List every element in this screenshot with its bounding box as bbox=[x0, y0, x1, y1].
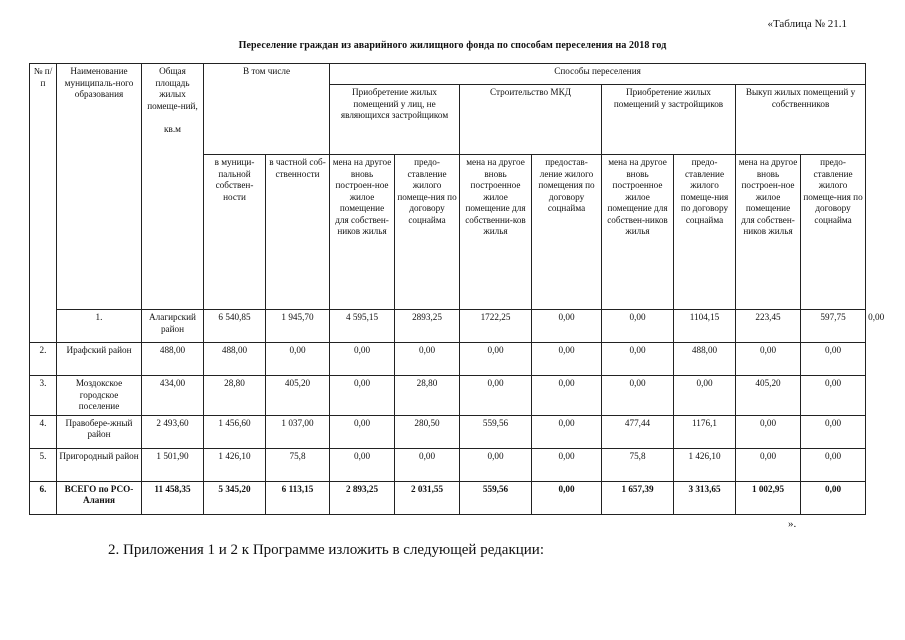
row-g3b: 223,45 bbox=[736, 310, 801, 343]
row-g2a: 559,56 bbox=[460, 415, 532, 448]
row-g1b: 28,80 bbox=[395, 376, 460, 416]
header-including: В том числе bbox=[204, 64, 330, 155]
row-g3b: 488,00 bbox=[674, 343, 736, 376]
table-caption: «Таблица № 21.1 bbox=[767, 18, 847, 30]
row-g3a: 0,00 bbox=[602, 376, 674, 416]
row-area: 11 458,35 bbox=[142, 481, 204, 514]
row-private: 405,20 bbox=[266, 376, 330, 416]
row-g2b: 0,00 bbox=[602, 310, 674, 343]
header-g4-exchange: мена на другое вновь построен-ное жилое помещение для собствен-ников жилья bbox=[736, 155, 801, 310]
row-g1b: 0,00 bbox=[395, 448, 460, 481]
row-private: 6 113,15 bbox=[266, 481, 330, 514]
row-private: 4 595,15 bbox=[330, 310, 395, 343]
row-g4a: 0,00 bbox=[736, 415, 801, 448]
row-g2a: 0,00 bbox=[460, 343, 532, 376]
row-g4a: 1 002,95 bbox=[736, 481, 801, 514]
row-area: 434,00 bbox=[142, 376, 204, 416]
row-g1b: 280,50 bbox=[395, 415, 460, 448]
header-g3-exchange: мена на другое вновь построенное жилое помещение для собствен-ников жилья bbox=[602, 155, 674, 310]
row-g4b: 0,00 bbox=[801, 448, 866, 481]
table-row: 1. Алагирский район 6 540,85 1 945,70 4 595,15 2893,25 1722,25 0,00 0,00 1104,15 223,45 597,75 0,00 bbox=[30, 310, 866, 343]
row-area: 1 501,90 bbox=[142, 448, 204, 481]
row-municipal: 488,00 bbox=[204, 343, 266, 376]
row-name: Ирафский район bbox=[57, 343, 142, 376]
header-g1-social: предо-ставление жилого помеще-ния по договору соцнайма bbox=[395, 155, 460, 310]
row-g2b: 0,00 bbox=[532, 481, 602, 514]
table-row-total bbox=[30, 481, 866, 514]
row-g2a: 559,56 bbox=[460, 481, 532, 514]
row-g1a: 0,00 bbox=[330, 376, 395, 416]
row-num: 3. bbox=[30, 376, 57, 416]
row-g1a: 0,00 bbox=[330, 343, 395, 376]
row-g1a: 2 893,25 bbox=[330, 481, 395, 514]
header-group-construction: Строительство МКД bbox=[460, 85, 602, 155]
row-g1b: 2 031,55 bbox=[395, 481, 460, 514]
header-g3-social: предо-ставление жилого помеще-ния по договору соцнайма bbox=[674, 155, 736, 310]
row-name: Пригородный район bbox=[57, 448, 142, 481]
row-g2b: 0,00 bbox=[532, 343, 602, 376]
row-municipal: 1 426,10 bbox=[204, 448, 266, 481]
row-g3b: 1 426,10 bbox=[674, 448, 736, 481]
table-title: Переселение граждан из аварийного жилищного фонда по способам переселения на 2018 год bbox=[238, 40, 667, 51]
row-g3b: 0,00 bbox=[674, 376, 736, 416]
row-g4b: 0,00 bbox=[801, 415, 866, 448]
row-num: 1. bbox=[57, 310, 142, 343]
row-g1a: 0,00 bbox=[330, 448, 395, 481]
header-g2-exchange: мена на другое вновь построенное жилое помещение для собственни-ков жилья bbox=[460, 155, 532, 310]
row-municipal: 28,80 bbox=[204, 376, 266, 416]
row-name: Правобере-жный район bbox=[57, 415, 142, 448]
header-g1-exchange: мена на другое вновь построен-ное жилое помещение для собствен-ников жилья bbox=[330, 155, 395, 310]
row-num: 2. bbox=[30, 343, 57, 376]
row-name: ВСЕГО по РСО-Алания bbox=[57, 481, 142, 514]
row-g3a: 75,8 bbox=[602, 448, 674, 481]
header-area-label: Общая площадь жилых помеще-ний, bbox=[147, 66, 198, 111]
row-g1a: 0,00 bbox=[330, 415, 395, 448]
row-g2a: 0,00 bbox=[460, 448, 532, 481]
row-g2b: 0,00 bbox=[532, 376, 602, 416]
row-municipal: 1 456,60 bbox=[204, 415, 266, 448]
row-area: 6 540,85 bbox=[204, 310, 266, 343]
amendment-paragraph: 2. Приложения 1 и 2 к Программе изложить в следующей редакции: bbox=[108, 542, 544, 558]
row-g2b: 0,00 bbox=[532, 415, 602, 448]
row-g4a: 597,75 bbox=[801, 310, 866, 343]
row-g4b: 0,00 bbox=[801, 481, 866, 514]
row-municipal: 5 345,20 bbox=[204, 481, 266, 514]
table-row bbox=[30, 376, 866, 416]
table-row bbox=[30, 448, 866, 481]
header-num: № п/п bbox=[30, 64, 57, 343]
header-g2-social: предостав-ление жилого помещения по договору соцнайма bbox=[532, 155, 602, 310]
row-g3b: 1176,1 bbox=[674, 415, 736, 448]
resettlement-table bbox=[29, 63, 885, 515]
row-g3a: 0,00 bbox=[602, 343, 674, 376]
row-g2b: 0,00 bbox=[532, 448, 602, 481]
header-group-purchase-non-developer: Приобретение жилых помещений у лиц, не являющихся застройщиком bbox=[330, 85, 460, 155]
row-g4a: 405,20 bbox=[736, 376, 801, 416]
row-name: Моздокское городское поселение bbox=[57, 376, 142, 416]
row-g1b: 1722,25 bbox=[460, 310, 532, 343]
row-g3a: 477,44 bbox=[602, 415, 674, 448]
header-group-purchase-developer: Приобретение жилых помещений у застройщиков bbox=[602, 85, 736, 155]
row-g3a: 1 657,39 bbox=[602, 481, 674, 514]
row-g4b: 0,00 bbox=[801, 343, 866, 376]
row-g3b: 3 313,65 bbox=[674, 481, 736, 514]
header-private-ownership: в частной соб-ственности bbox=[266, 155, 330, 310]
row-municipal: 1 945,70 bbox=[266, 310, 330, 343]
row-num: 5. bbox=[30, 448, 57, 481]
row-g1a: 2893,25 bbox=[395, 310, 460, 343]
row-g4a: 0,00 bbox=[736, 448, 801, 481]
row-num: 6. bbox=[30, 481, 57, 514]
row-private: 75,8 bbox=[266, 448, 330, 481]
row-area: 2 493,60 bbox=[142, 415, 204, 448]
table-row bbox=[30, 415, 866, 448]
row-g1b: 0,00 bbox=[395, 343, 460, 376]
header-g4-social: предо-ставление жилого помеще-ния по договору соцнайма bbox=[801, 155, 866, 310]
header-group-buyout: Выкуп жилых помещений у собственников bbox=[736, 85, 866, 155]
header-area bbox=[142, 64, 204, 310]
header-municipal-ownership: в муници-пальной собствен-ности bbox=[204, 155, 266, 310]
header-methods: Способы переселения bbox=[330, 64, 866, 85]
row-name: Алагирский район bbox=[142, 310, 204, 343]
row-private: 1 037,00 bbox=[266, 415, 330, 448]
row-g2a: 0,00 bbox=[532, 310, 602, 343]
row-g2a: 0,00 bbox=[460, 376, 532, 416]
row-area: 488,00 bbox=[142, 343, 204, 376]
row-g3a: 1104,15 bbox=[674, 310, 736, 343]
row-private: 0,00 bbox=[266, 343, 330, 376]
table-row bbox=[30, 343, 866, 376]
closing-quote: ». bbox=[788, 518, 797, 530]
header-municipality: Наименование муниципаль-ного образования bbox=[57, 64, 142, 310]
header-area-unit: кв.м bbox=[164, 123, 181, 134]
row-g4b: 0,00 bbox=[801, 376, 866, 416]
row-num: 4. bbox=[30, 415, 57, 448]
row-g4a: 0,00 bbox=[736, 343, 801, 376]
